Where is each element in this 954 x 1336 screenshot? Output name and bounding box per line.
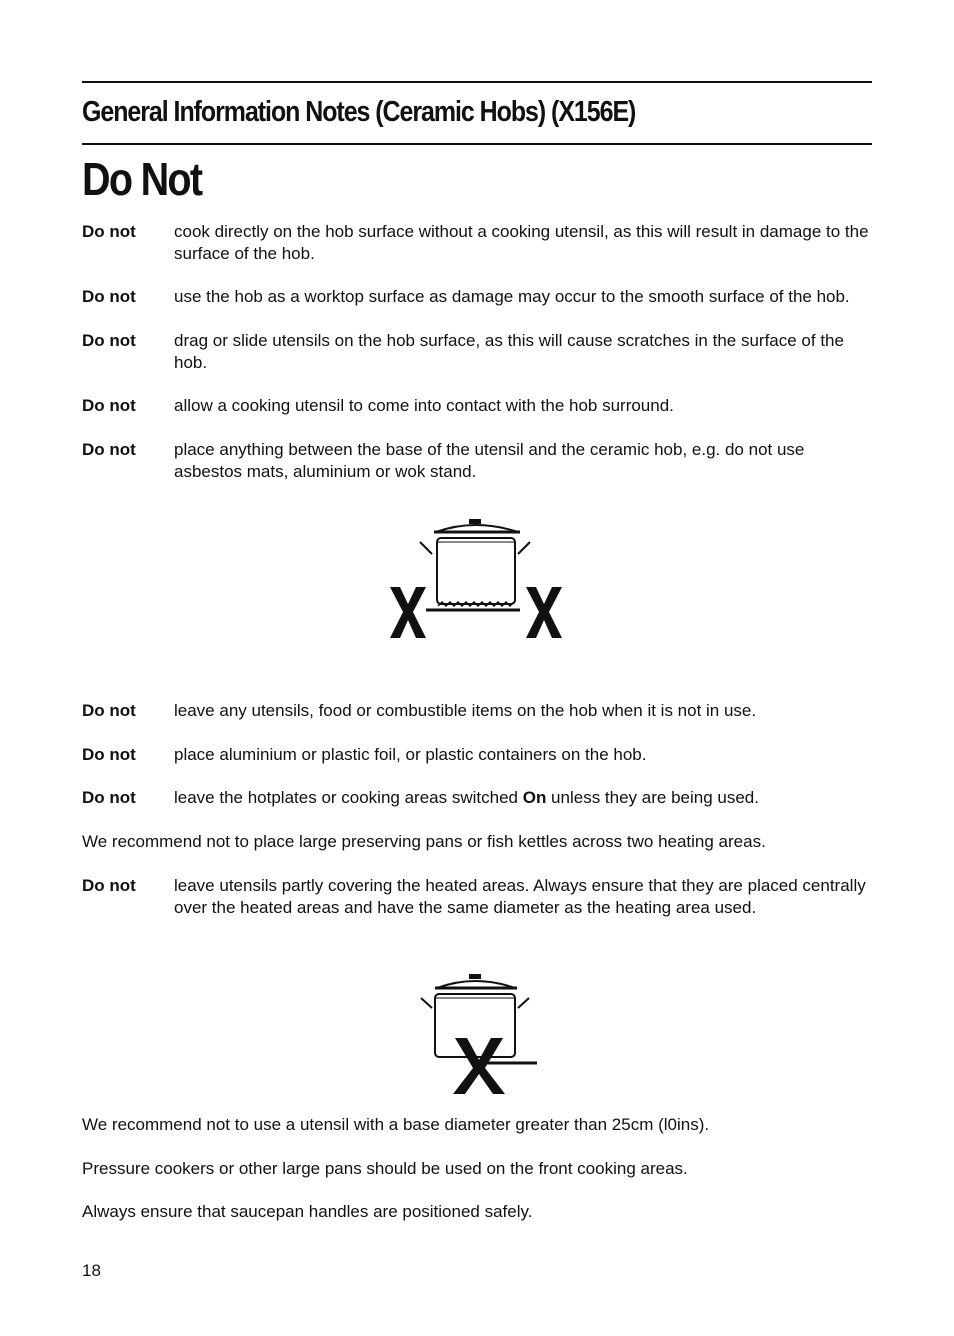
item-text-emphasis: On xyxy=(522,788,547,807)
item-label: Do not xyxy=(82,745,136,764)
list-item xyxy=(82,744,874,766)
list-item xyxy=(82,286,874,308)
item-label: Do not xyxy=(82,876,136,895)
item-text: leave utensils partly covering the heated areas. Always ensure that they are placed centrally over the heated areas and have the same diameter as the heating area used. xyxy=(174,876,866,917)
item-text: use the hob as a worktop surface as damage may occur to the smooth surface of the hob. xyxy=(174,287,850,306)
list-item xyxy=(82,439,874,483)
item-text: drag or slide utensils on the hob surface, as this will cause scratches in the surface of the hob. xyxy=(174,331,844,372)
info-text: Pressure cookers or other large pans should be used on the front cooking areas. xyxy=(82,1159,688,1178)
item-text: place anything between the base of the utensil and the ceramic hob, e.g. do not use asbestos mats, aluminium or wok stand. xyxy=(174,440,805,481)
list-item xyxy=(82,875,874,919)
item-label: Do not xyxy=(82,788,136,807)
top-rule xyxy=(82,81,872,83)
page-heading: General Information Notes (Ceramic Hobs) (X156E) xyxy=(82,96,636,128)
recommendation-text: We recommend not to place large preserving pans or fish kettles across two heating areas. xyxy=(82,832,766,851)
item-text: allow a cooking utensil to come into contact with the hob surround. xyxy=(174,396,674,415)
pan-off-center-crossed-out-icon xyxy=(415,968,545,1098)
item-label: Do not xyxy=(82,396,136,415)
item-label: Do not xyxy=(82,440,136,459)
item-label: Do not xyxy=(82,331,136,350)
list-item xyxy=(82,700,874,722)
item-text: leave any utensils, food or combustible items on the hob when it is not in use. xyxy=(174,701,757,720)
item-label: Do not xyxy=(82,701,136,720)
item-text-end: unless they are being used. xyxy=(546,788,759,807)
pan-on-stand-crossed-out-icon xyxy=(380,512,580,647)
list-item xyxy=(82,221,874,265)
item-text xyxy=(174,787,874,809)
item-text: place aluminium or plastic foil, or plastic containers on the hob. xyxy=(174,745,647,764)
section-title: Do Not xyxy=(82,153,202,205)
item-text: cook directly on the hob surface without a cooking utensil, as this will result in damage to the surface of the hob. xyxy=(174,222,869,263)
list-item xyxy=(82,787,874,809)
page-number: 18 xyxy=(82,1261,101,1280)
list-item xyxy=(82,395,874,417)
item-label: Do not xyxy=(82,222,136,241)
info-text: Always ensure that saucepan handles are positioned safely. xyxy=(82,1202,533,1221)
item-text-start: leave the hotplates or cooking areas switched xyxy=(174,788,523,807)
item-label: Do not xyxy=(82,287,136,306)
recommendation-text: We recommend not to use a utensil with a base diameter greater than 25cm (l0ins). xyxy=(82,1115,710,1134)
heading-rule xyxy=(82,143,872,145)
list-item xyxy=(82,330,874,374)
